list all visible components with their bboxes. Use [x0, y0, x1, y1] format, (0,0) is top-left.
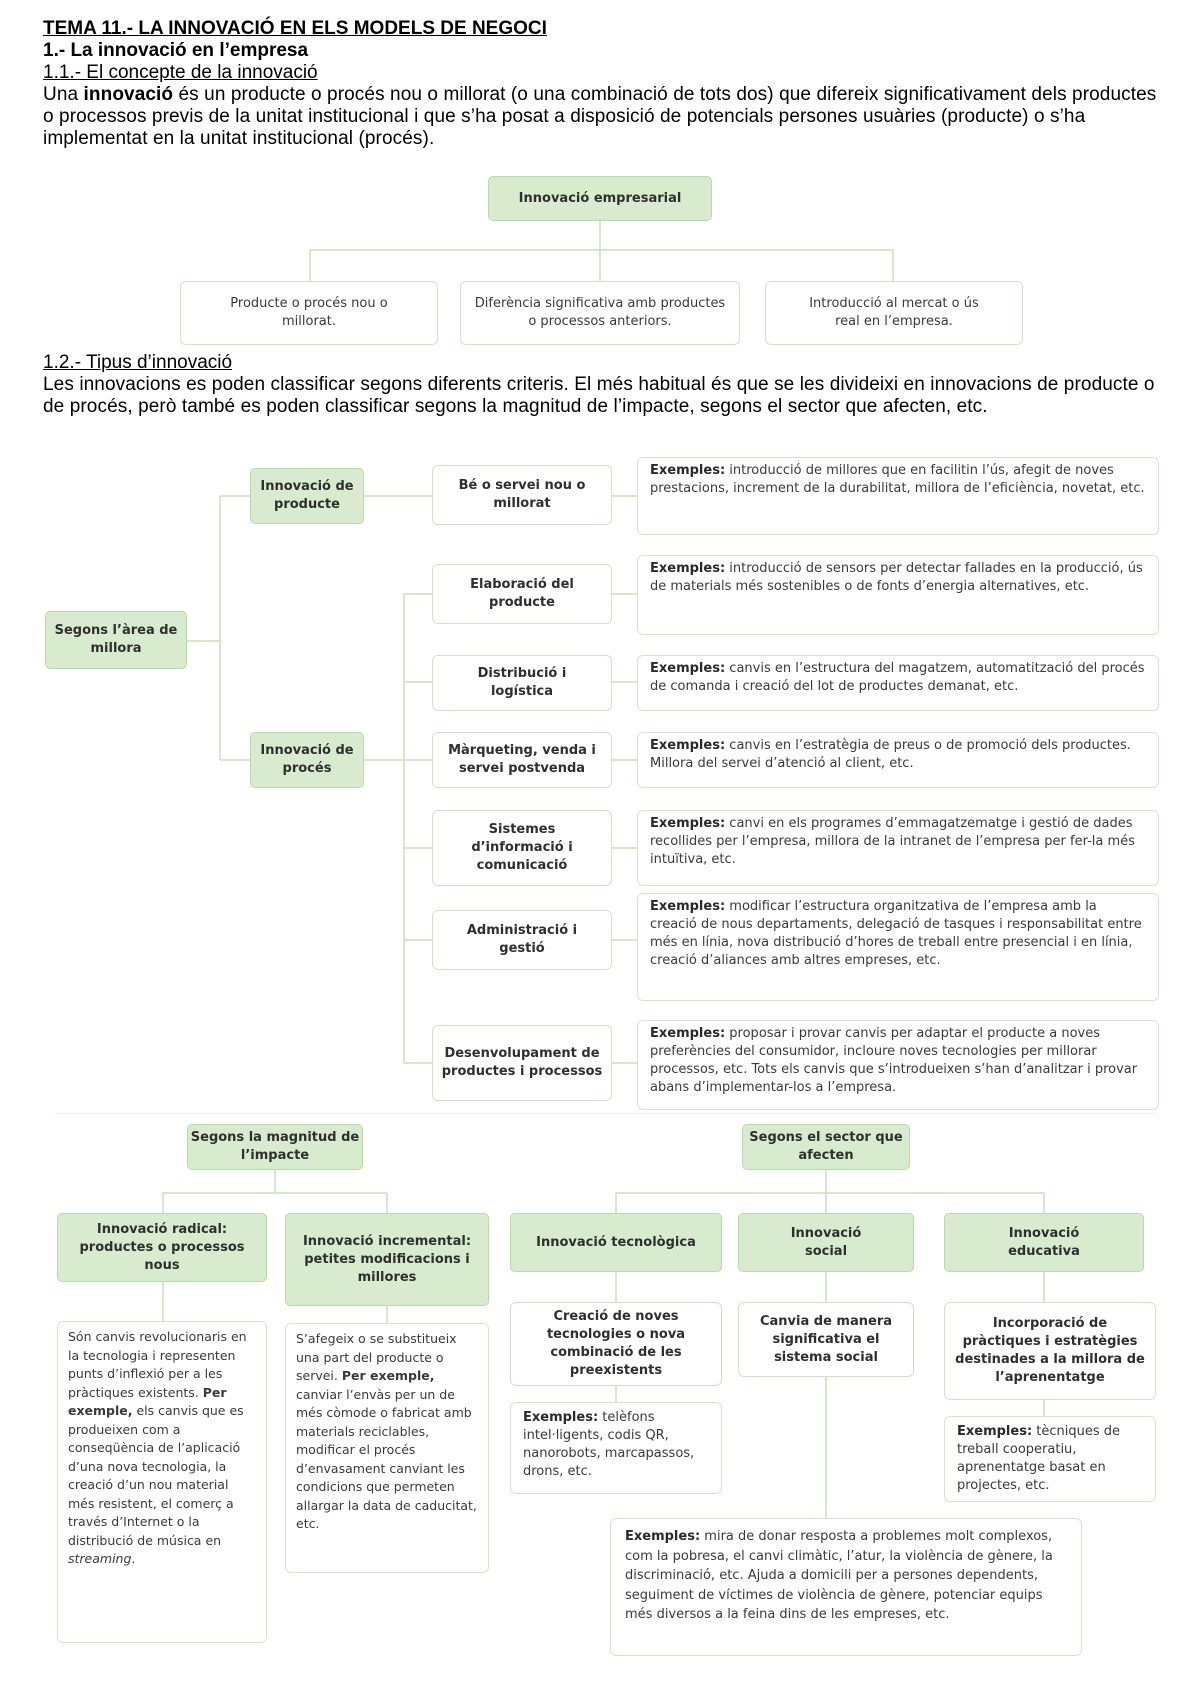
- types-paragraph: Les innovacions es poden classificar segons diferents criteris. El més habitual és que se les divideixi en innovacions de producte o de procés, però també es poden classificar segons la magnitud de l’impacte, segons el sector que afecten, etc.: [43, 374, 1155, 417]
- social-examples: Exemples: mira de donar resposta a problemes molt complexos, com la pobresa, el canvi climàtic, l’atur, la violència de gènere, la discriminació, etc. Ajuda a domicili per a persones dependents, seguiment de víctimes de violència de gènere, potenciar equips més diversos a la feina dins de les empreses, etc.: [610, 1518, 1082, 1656]
- example-new-good: Exemples: introducció de millores que en facilitin l’ús, afegit de noves prestacions, increment de la durabilitat, millora de l’eficiència, novetat, etc.: [637, 457, 1159, 535]
- node-product-innovation: Innovació de producte: [250, 468, 364, 524]
- category-production: Elaboració del producte: [432, 564, 612, 624]
- category-development: Desenvolupament de productes i processos: [432, 1025, 612, 1101]
- node-business-innovation: Innovació empresarial: [488, 176, 712, 221]
- node-technological-innovation: Innovació tecnològica: [510, 1213, 722, 1272]
- subsection-concept: 1.1.- El concepte de la innovació: [43, 62, 318, 83]
- social-description: Canvia de manera significativa el sistema social: [738, 1302, 914, 1377]
- radical-description: Són canvis revolucionaris en la tecnologia i representen punts d’inflexió per a les pràctiques existents. Per exemple, els canvis que es produeixen com a conseqüència de l’aplicació d’una nova tecnologia, la creació d’un nou material més resistent, el comerç a través d’Internet o la distribució de música en streaming.: [57, 1321, 267, 1643]
- concept-paragraph: Una innovació és un producte o procés nou o millorat (o una combinació de tots dos) que difereix significativament dels productes o processos previs de la unitat institucional i que s’ha posat a disposició de potencials persones usuàries (producte) o s’ha implementat en la unitat institucional (procés).: [43, 84, 1157, 149]
- node-radical-innovation: Innovació radical: productes o processos nous: [57, 1213, 267, 1282]
- category-marketing: Màrqueting, venda i servei postvenda: [432, 732, 612, 788]
- section-heading: 1.- La innovació en l’empresa: [43, 40, 309, 61]
- subsection-types: 1.2.- Tipus d’innovació: [43, 352, 233, 373]
- node-impact-magnitude: Segons la magnitud de l’impacte: [187, 1124, 363, 1170]
- example-development: Exemples: proposar i provar canvis per adaptar el producte a noves preferències del consumidor, incloure noves tecnologies per millorar processos, etc. Tots els canvis que s’introdueixen s’han d’analitzar i provar abans d’implementar-los a l’empresa.: [637, 1020, 1159, 1110]
- example-administration: Exemples: modificar l’estructura organitzativa de l’empresa amb la creació de nous departaments, delegació de tasques i responsabilitat entre més en línia, nova distribució d’hores de treball entre presencial i en línia, creació d’aliances amb altres empreses, etc.: [637, 893, 1159, 1001]
- edu-description: Incorporació de pràctiques i estratègies destinades a la millora de l’aprenentatge: [944, 1302, 1156, 1400]
- category-information-systems: Sistemes d’informació i comunicació: [432, 810, 612, 886]
- node-process-innovation: Innovació de procés: [250, 732, 364, 788]
- node-new-product: Producte o procés nou o millorat.: [180, 281, 438, 345]
- node-improvement-area: Segons l’àrea de millora: [45, 611, 187, 669]
- document-title: TEMA 11.- LA INNOVACIÓ EN ELS MODELS DE NEGOCI: [43, 18, 547, 39]
- incremental-description: S’afegeix o se substitueix una part del producte o servei. Per exemple, canviar l’envàs per un de més còmode o fabricat amb materials reciclables, modificar el procés d’envasament canviant les condicions que permeten allargar la data de caducitat, etc.: [285, 1323, 489, 1573]
- node-sector: Segons el sector que afecten: [742, 1124, 910, 1170]
- category-administration: Administració i gestió: [432, 910, 612, 970]
- node-incremental-innovation: Innovació incremental: petites modificacions i millores: [285, 1213, 489, 1306]
- example-information-systems: Exemples: canvi en els programes d’emmagatzematge i gestió de dades recollides per l’empresa, millora de la intranet de l’empresa per fer-la més intuïtiva, etc.: [637, 810, 1159, 886]
- node-significant-difference: Diferència significativa amb productes o processos anteriors.: [460, 281, 740, 345]
- node-market-introduction: Introducció al mercat o ús real en l’empresa.: [765, 281, 1023, 345]
- tech-examples: Exemples: telèfons intel·ligents, codis QR, nanorobots, marcapassos, drons, etc.: [510, 1402, 722, 1494]
- example-distribution: Exemples: canvis en l’estructura del magatzem, automatització del procés de comanda i creació del lot de productes demanat, etc.: [637, 655, 1159, 711]
- tech-description: Creació de noves tecnologies o nova combinació de les preexistents: [510, 1302, 722, 1386]
- category-distribution: Distribució i logística: [432, 655, 612, 711]
- example-marketing: Exemples: canvis en l’estratègia de preus o de promoció dels productes. Millora del servei d’atenció al client, etc.: [637, 732, 1159, 788]
- node-social-innovation: Innovació social: [738, 1213, 914, 1272]
- section-separator: [55, 1113, 1155, 1114]
- node-educational-innovation: Innovació educativa: [944, 1213, 1144, 1272]
- category-new-good: Bé o servei nou o millorat: [432, 465, 612, 525]
- edu-examples: Exemples: tècniques de treball cooperatiu, aprenentatge basat en projectes, etc.: [944, 1416, 1156, 1502]
- example-production: Exemples: introducció de sensors per detectar fallades en la producció, ús de materials més sostenibles o de fonts d’energia alternatives, etc.: [637, 555, 1159, 635]
